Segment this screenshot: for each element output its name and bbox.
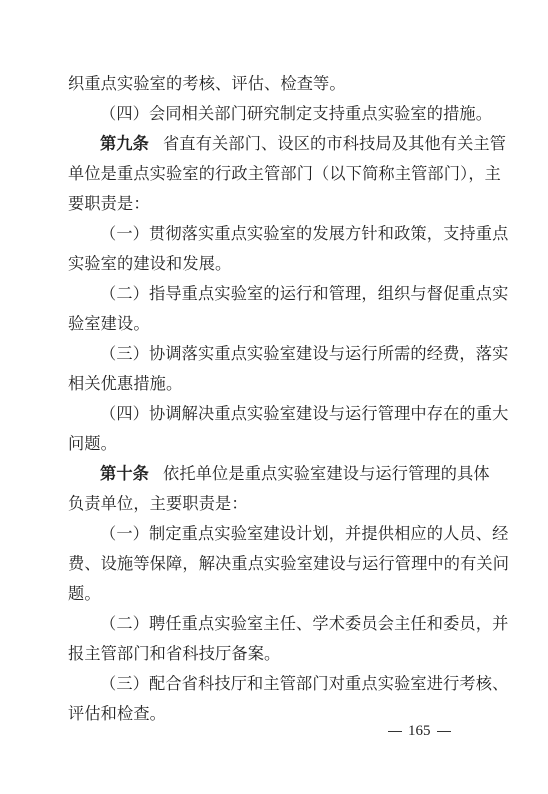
dash-left [388, 731, 402, 732]
text-line: （一）制定重点实验室建设计划，并提供相应的人员、经 [100, 524, 509, 543]
text-line: （四）协调解决重点实验室建设与运行管理中存在的重大 [100, 404, 509, 423]
text-line: 要职责是： [68, 194, 150, 213]
dash-right [437, 731, 451, 732]
text-line: （三）协调落实重点实验室建设与运行所需的经费，落实 [100, 344, 509, 363]
text-line: 评估和检查。 [68, 704, 167, 723]
text-line: （二）指导重点实验室的运行和管理，组织与督促重点实 [100, 284, 509, 303]
text-segment: 依托单位是重点实验室建设与运行管理的具体 [163, 464, 490, 483]
article-9-heading-line [100, 134, 507, 154]
text-line: 实验室的建设和发展。 [68, 254, 232, 273]
text-line: 相关优惠措施。 [68, 374, 183, 393]
article-9-label: 第九条 [100, 134, 150, 153]
text-line: （二）聘任重点实验室主任、学术委员会主任和委员，并 [100, 614, 509, 633]
text-line: 费、设施等保障，解决重点实验室建设与运行管理中的有关问 [68, 554, 510, 573]
article-10-heading-line [100, 464, 488, 484]
text-line: 验室建设。 [68, 314, 150, 333]
text-line: （三）配合省科技厅和主管部门对重点实验室进行考核、 [100, 674, 509, 693]
text-line: 织重点实验室的考核、评估、检查等。 [68, 74, 346, 93]
text-line: （四）会同相关部门研究制定支持重点实验室的措施。 [100, 104, 493, 123]
page-number [382, 721, 457, 741]
text-line: （一）贯彻落实重点实验室的发展方针和政策，支持重点 [100, 224, 509, 243]
article-10-label: 第十条 [100, 464, 150, 483]
text-segment: 省直有关部门、设区的市科技局及其他有关主管 [163, 134, 507, 153]
page-number-value: 165 [408, 723, 431, 739]
text-line: 报主管部门和省科技厅备案。 [68, 644, 281, 663]
text-line: 问题。 [68, 434, 118, 453]
text-line: 题。 [68, 584, 101, 603]
text-line: 负责单位，主要职责是： [68, 494, 248, 513]
text-line: 单位是重点实验室的行政主管部门（以下简称主管部门），主 [68, 164, 502, 183]
